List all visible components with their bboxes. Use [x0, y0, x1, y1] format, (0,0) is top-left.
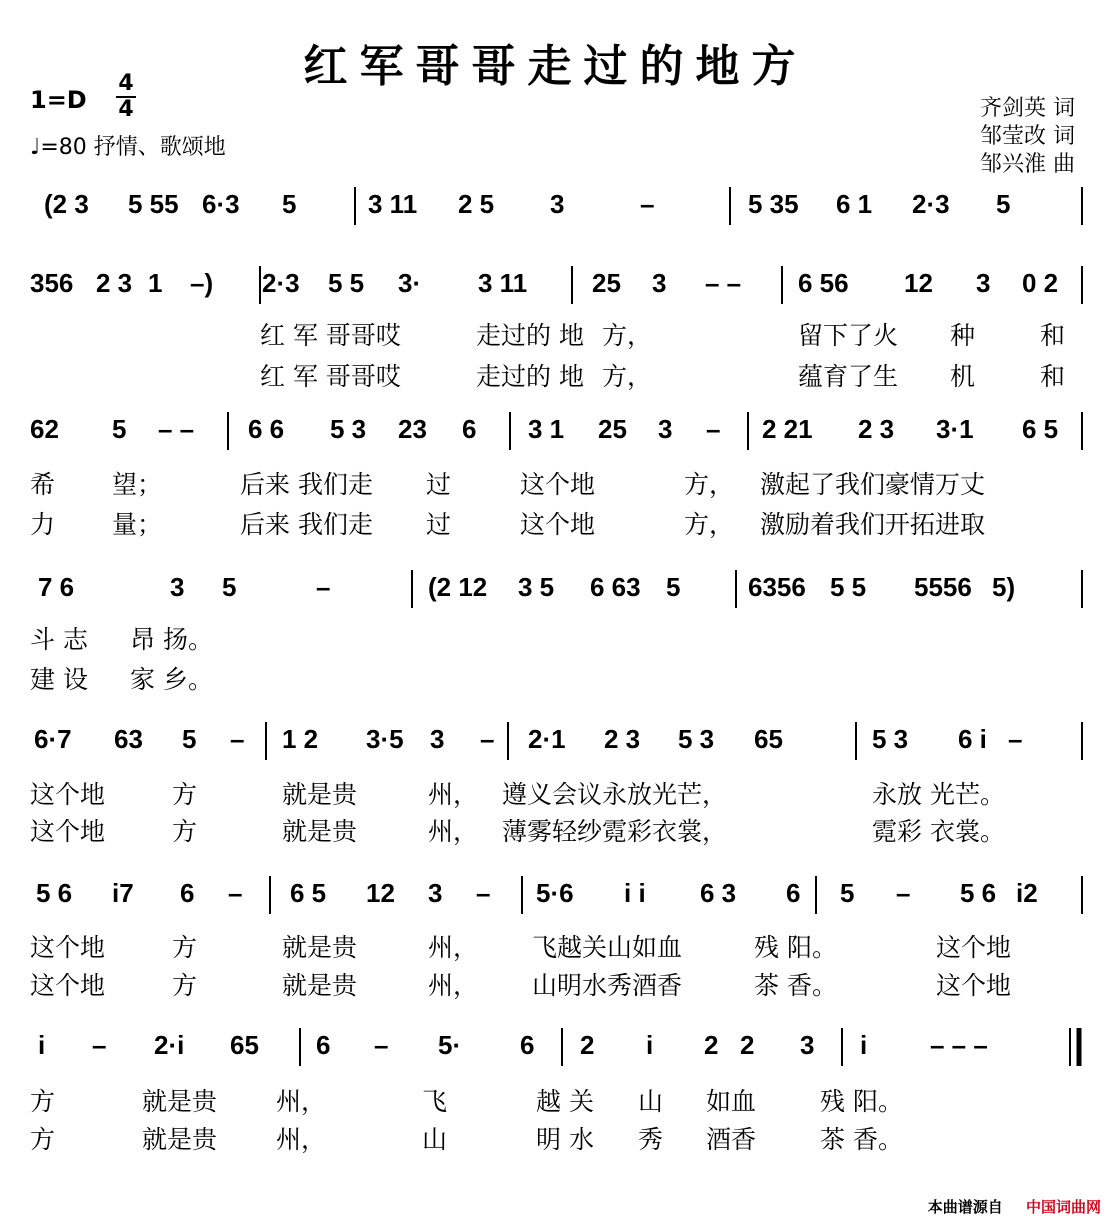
note-group: 5: [282, 189, 297, 219]
note-group: 5 5: [830, 572, 867, 602]
note-group: 5 55: [128, 189, 179, 219]
lyric-segment: 方: [30, 1125, 56, 1154]
note-group: 7 6: [38, 572, 75, 602]
lyric-segment: 过: [426, 510, 452, 539]
note-group: 6 56: [798, 268, 849, 298]
note-group: 2 3: [604, 724, 641, 754]
note-group: 5): [992, 572, 1016, 602]
lyric-segment: 就是贵: [282, 971, 358, 1000]
lyric-segment: 量；: [112, 510, 163, 539]
lyric-segment: 方，: [602, 321, 653, 350]
notation-row: [30, 874, 1090, 914]
source-footer: [928, 1196, 1101, 1217]
lyric-segment: 州，: [428, 780, 479, 809]
lyric-segment: 这个地: [30, 780, 106, 809]
note-group: 3 11: [478, 268, 528, 298]
lyric-segment: 就是贵: [282, 933, 358, 962]
note-group: 5 35: [748, 189, 799, 219]
note-group: 2·3: [262, 268, 300, 298]
lyric-segment: 州，: [276, 1125, 327, 1154]
lyricist-credit: 齐剑英 词: [980, 96, 1075, 121]
note-group: – –: [158, 414, 195, 444]
note-group: 6 63: [590, 572, 641, 602]
lyric-segment: 州，: [428, 817, 479, 846]
note-group: 6 6: [248, 414, 285, 444]
lyric-segment: 山: [638, 1087, 664, 1116]
notation-row: [30, 1026, 1090, 1066]
note-group: –: [316, 572, 331, 602]
note-group: 6·3: [202, 189, 240, 219]
lyric-line-verse-1: [30, 465, 1090, 499]
lyric-segment: 茶 香。: [754, 971, 837, 1000]
lyric-segment: 希: [30, 470, 56, 499]
note-group: 65: [754, 724, 783, 754]
lyric-segment: 永放 光芒。: [872, 780, 1005, 809]
lyric-line-verse-2: [30, 660, 1090, 694]
lyric-segment: 薄雾轻纱霓彩衣裳，: [502, 817, 728, 846]
key-signature: 1=D: [30, 86, 87, 114]
note-group: 3: [430, 724, 445, 754]
note-group: 3: [170, 572, 185, 602]
lyric-line-verse-1: [30, 620, 1090, 654]
lyric-segment: 这个地: [936, 933, 1012, 962]
lyric-segment: 遵义会议永放光芒，: [502, 780, 728, 809]
note-group: 3: [550, 189, 565, 219]
note-group: 2: [740, 1030, 755, 1060]
lyric-segment: 方，: [684, 470, 735, 499]
note-group: 3·5: [366, 724, 404, 754]
note-group: 6 3: [700, 878, 737, 908]
composer-credit: 邹兴淮 曲: [980, 152, 1075, 177]
lyric-segment: 昂 扬。: [130, 625, 213, 654]
lyric-segment: 斗 志: [30, 625, 88, 654]
note-group: 6·7: [34, 724, 72, 754]
lyric-segment: 力: [30, 510, 56, 539]
note-group: 5 3: [330, 414, 367, 444]
note-group: – – –: [930, 1030, 988, 1060]
lyric-segment: 和: [1040, 321, 1066, 350]
note-group: 5: [840, 878, 855, 908]
note-group: 23: [398, 414, 427, 444]
lyric-segment: 残 阳。: [754, 933, 837, 962]
notation-row: [30, 410, 1090, 450]
note-group: 5 6: [960, 878, 997, 908]
lyric-segment: 望；: [112, 470, 163, 499]
note-group: –: [480, 724, 495, 754]
note-group: 5: [182, 724, 197, 754]
note-group: –: [640, 189, 655, 219]
lyric-segment: 飞: [422, 1087, 448, 1116]
note-group: 356: [30, 268, 74, 298]
note-group: –: [92, 1030, 107, 1060]
time-signature-top: 4: [118, 71, 134, 96]
lyric-segment: 这个地: [30, 817, 106, 846]
note-group: 2 3: [96, 268, 133, 298]
notation-row: [30, 185, 1090, 225]
note-group: 5556: [914, 572, 972, 602]
note-group: i: [646, 1030, 654, 1060]
note-group: 5 5: [328, 268, 365, 298]
lyric-segment: 机: [950, 362, 976, 391]
note-group: 6: [786, 878, 801, 908]
note-group: –: [228, 878, 243, 908]
note-group: 3·1: [936, 414, 974, 444]
notation-row: [30, 568, 1090, 608]
lyric-segment: 飞越关山如血: [532, 933, 683, 962]
note-group: 6 1: [836, 189, 873, 219]
note-group: i: [860, 1030, 868, 1060]
lyric-segment: 就是贵: [282, 780, 358, 809]
time-signature: [114, 72, 138, 122]
note-group: 3 11: [368, 189, 418, 219]
note-group: i i: [624, 878, 646, 908]
note-group: i: [38, 1030, 46, 1060]
note-group: 25: [592, 268, 621, 298]
lyric-segment: 州，: [276, 1087, 327, 1116]
note-group: –: [1008, 724, 1023, 754]
lyric-segment: 就是贵: [282, 817, 358, 846]
lyric-segment: 州，: [428, 971, 479, 1000]
note-group: 5: [222, 572, 237, 602]
note-group: 5: [112, 414, 127, 444]
lyric-segment: 走过的 地: [476, 321, 584, 350]
lyric-segment: 山: [422, 1125, 448, 1154]
note-group: –: [706, 414, 721, 444]
lyric-segment: 后来 我们走: [240, 470, 373, 499]
note-group: 2·3: [912, 189, 950, 219]
note-group: 6: [462, 414, 477, 444]
note-group: (2 12: [428, 572, 488, 602]
lyric-segment: 方，: [602, 362, 653, 391]
note-group: 62: [30, 414, 59, 444]
lyric-segment: 残 阳。: [820, 1087, 903, 1116]
note-group: 3·: [398, 268, 422, 298]
note-group: –: [896, 878, 911, 908]
note-group: 5: [666, 572, 681, 602]
note-group: i2: [1016, 878, 1038, 908]
adapter-credit: 邹莹改 词: [980, 124, 1075, 149]
note-group: 1: [148, 268, 163, 298]
lyric-segment: 山明水秀酒香: [532, 971, 683, 1000]
lyric-segment: 方: [30, 1087, 56, 1116]
lyric-segment: 建 设: [30, 665, 88, 694]
note-group: 6: [520, 1030, 535, 1060]
lyric-segment: 秀: [638, 1125, 664, 1154]
lyric-segment: 激起了我们豪情万丈: [760, 470, 986, 499]
lyric-line-verse-1: [30, 1082, 1090, 1116]
credits: [980, 95, 1075, 179]
note-group: 25: [598, 414, 627, 444]
note-group: 5 6: [36, 878, 73, 908]
lyric-segment: 这个地: [936, 971, 1012, 1000]
lyric-segment: 方，: [684, 510, 735, 539]
note-group: 63: [114, 724, 143, 754]
lyric-segment: 霓彩 衣裳。: [872, 817, 1005, 846]
lyric-line-verse-2: [30, 357, 1090, 391]
note-group: –: [374, 1030, 389, 1060]
source-label: 本曲谱源自: [927, 1198, 1003, 1216]
note-group: (2 3: [44, 189, 89, 219]
note-group: 6 5: [290, 878, 327, 908]
lyric-segment: 这个地: [30, 971, 106, 1000]
lyric-segment: 明 水: [536, 1125, 594, 1154]
note-group: 2 5: [458, 189, 495, 219]
lyric-segment: 这个地: [520, 510, 596, 539]
lyric-segment: 家 乡。: [130, 665, 213, 694]
note-group: 3 1: [528, 414, 565, 444]
note-group: 2 3: [858, 414, 895, 444]
note-group: –: [230, 724, 245, 754]
notation-row: [30, 264, 1090, 304]
note-group: 5 3: [678, 724, 715, 754]
note-group: 6 5: [1022, 414, 1059, 444]
lyric-segment: 留下了火: [798, 321, 899, 350]
lyric-line-verse-2: [30, 966, 1090, 1000]
lyric-segment: 就是贵: [142, 1125, 218, 1154]
lyric-line-verse-2: [30, 505, 1090, 539]
note-group: 6: [180, 878, 195, 908]
note-group: 12: [904, 268, 933, 298]
note-group: 6 i: [958, 724, 987, 754]
note-group: 3: [652, 268, 667, 298]
lyric-line-verse-1: [30, 775, 1090, 809]
lyric-segment: 这个地: [30, 933, 106, 962]
note-group: 5 3: [872, 724, 909, 754]
time-signature-bottom: 4: [118, 97, 134, 122]
note-group: 6356: [748, 572, 806, 602]
note-group: –): [190, 268, 214, 298]
note-group: 65: [230, 1030, 259, 1060]
lyric-segment: 就是贵: [142, 1087, 218, 1116]
lyric-segment: 方: [172, 817, 198, 846]
note-group: 3 5: [518, 572, 555, 602]
lyric-segment: 蕴育了生: [798, 362, 899, 391]
lyric-segment: 州，: [428, 933, 479, 962]
lyric-segment: 和: [1040, 362, 1066, 391]
lyric-segment: 红 军 哥哥哎: [260, 362, 401, 391]
note-group: – –: [705, 268, 742, 298]
note-group: 5·: [438, 1030, 462, 1060]
source-brand: 中国词曲网: [1025, 1198, 1101, 1216]
lyric-segment: 走过的 地: [476, 362, 584, 391]
lyric-segment: 方: [172, 933, 198, 962]
song-title: 红军哥哥走过的地方: [303, 41, 808, 92]
tempo-marking: ♩=80 抒情、歌颂地: [30, 135, 226, 160]
notation-row: [30, 720, 1090, 760]
lyric-line-verse-1: [30, 928, 1090, 962]
note-group: 2·1: [528, 724, 566, 754]
note-group: 3: [800, 1030, 815, 1060]
lyric-segment: 种: [950, 321, 976, 350]
lyric-segment: 茶 香。: [820, 1125, 903, 1154]
note-group: 3: [976, 268, 991, 298]
lyric-line-verse-1: [30, 316, 1090, 350]
lyric-segment: 红 军 哥哥哎: [260, 321, 401, 350]
lyric-line-verse-2: [30, 1120, 1090, 1154]
note-group: 6: [316, 1030, 331, 1060]
lyric-segment: 酒香: [706, 1125, 757, 1154]
note-group: i7: [112, 878, 134, 908]
lyric-line-verse-2: [30, 812, 1090, 846]
lyric-segment: 如血: [706, 1087, 757, 1116]
lyric-segment: 方: [172, 971, 198, 1000]
note-group: 2: [580, 1030, 595, 1060]
lyric-segment: 越 关: [536, 1087, 594, 1116]
note-group: 2: [704, 1030, 719, 1060]
note-group: 2·i: [154, 1030, 185, 1060]
lyric-segment: 这个地: [520, 470, 596, 499]
lyric-segment: 方: [172, 780, 198, 809]
note-group: 5: [996, 189, 1011, 219]
lyric-segment: 过: [426, 470, 452, 499]
note-group: –: [476, 878, 491, 908]
note-group: 1 2: [282, 724, 319, 754]
lyric-segment: 激励着我们开拓进取: [760, 510, 986, 539]
lyric-segment: 后来 我们走: [240, 510, 373, 539]
note-group: 3: [428, 878, 443, 908]
note-group: 3: [658, 414, 673, 444]
note-group: 2 21: [762, 414, 813, 444]
note-group: 12: [366, 878, 395, 908]
note-group: 0 2: [1022, 268, 1059, 298]
note-group: 5·6: [536, 878, 574, 908]
